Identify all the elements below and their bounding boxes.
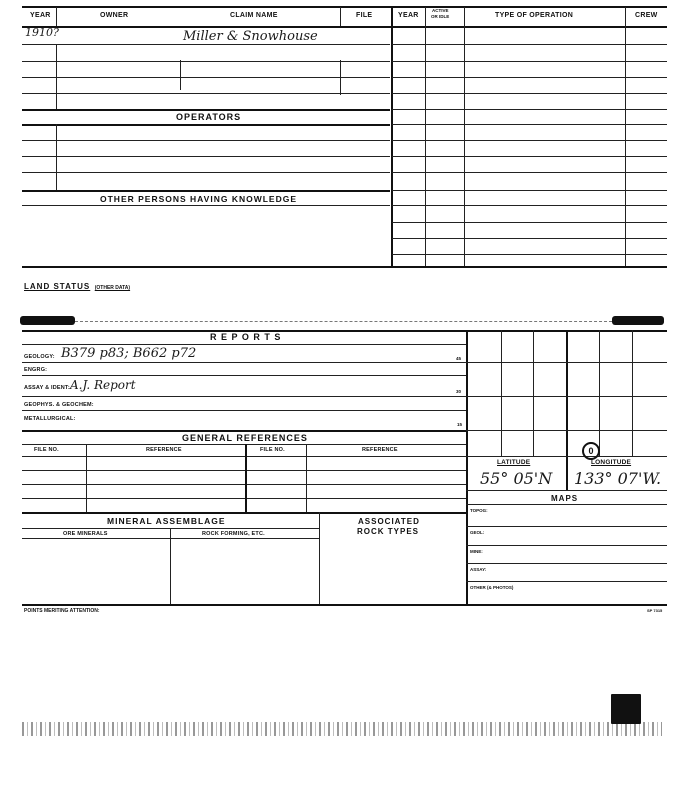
- geology-value: B379 p83; B662 p72: [61, 346, 197, 361]
- gr-file-no: FILE NO.: [34, 447, 59, 453]
- row-line: [22, 410, 466, 411]
- land-status-label: LAND STATUS (OTHER DATA): [24, 282, 131, 291]
- maps-assay: ASSAY:: [470, 567, 487, 572]
- latitude-value: 55° 05'N: [480, 469, 553, 488]
- column-divider: [245, 444, 247, 512]
- row-line: [392, 238, 667, 239]
- maps-mine: MINE:: [470, 549, 483, 554]
- header-bottom-border: [22, 26, 667, 28]
- row-line: [22, 484, 466, 485]
- column-divider: [170, 528, 171, 604]
- row-line: [392, 44, 667, 45]
- row-line: [22, 93, 390, 94]
- header-owner: OWNER: [100, 12, 129, 19]
- row-line: [392, 172, 667, 173]
- entry-year: 1910?: [25, 26, 59, 39]
- bottom-border: [22, 604, 667, 606]
- geology-label: GEOLOGY:: [24, 354, 55, 360]
- points-meriting-attention: POINTS MERITING ATTENTION:: [24, 608, 100, 614]
- maps-other: OTHER (& PHOTOS): [470, 585, 514, 590]
- scan-line: [75, 321, 612, 322]
- associated-label: ASSOCIATED: [358, 517, 420, 526]
- header-year-2: YEAR: [398, 12, 419, 19]
- row-line: [392, 205, 667, 206]
- row-line: [392, 140, 667, 141]
- row-line: [392, 254, 667, 255]
- form-number: SP 7315: [647, 608, 663, 613]
- row-line: [466, 563, 667, 564]
- header-active: ACTIVE: [432, 8, 449, 13]
- section-line: [22, 190, 390, 192]
- grid-line: [533, 330, 534, 456]
- header-year: YEAR: [30, 12, 51, 19]
- center-divider: [391, 6, 393, 266]
- section-line: [22, 512, 466, 514]
- header-type-of-operation: TYPE OF OPERATION: [495, 12, 574, 19]
- section-line: [22, 430, 466, 432]
- row-line: [22, 375, 466, 376]
- reports-title: R E P O R T S: [210, 332, 282, 342]
- row-line: [392, 190, 667, 191]
- row-line: [392, 124, 667, 125]
- column-divider: [464, 7, 465, 266]
- column-divider: [319, 512, 320, 604]
- gr-file-no-2: FILE NO.: [260, 447, 285, 453]
- row-line: [466, 504, 667, 505]
- row-line: [22, 156, 390, 157]
- grid-line: [599, 330, 600, 456]
- grid-line: [632, 330, 633, 456]
- grid-line: [466, 396, 667, 397]
- section-line: [22, 124, 390, 126]
- grid-line: [466, 362, 667, 363]
- geology-num: 45: [456, 356, 462, 361]
- grid-line: [466, 456, 667, 457]
- header-divider: [340, 7, 341, 26]
- longitude-label: LONGITUDE: [591, 459, 632, 466]
- column-divider: [340, 60, 341, 95]
- other-persons-heading: OTHER PERSONS HAVING KNOWLEDGE: [100, 194, 298, 204]
- column-divider: [425, 7, 426, 266]
- row-line: [466, 526, 667, 527]
- longitude-value: 133° 07'W.: [574, 469, 662, 488]
- header-crew: CREW: [635, 12, 658, 19]
- maps-topog: TOPOG:: [470, 508, 488, 513]
- row-line: [22, 44, 390, 45]
- operators-heading: OPERATORS: [176, 112, 242, 122]
- row-line: [466, 490, 667, 491]
- column-divider: [306, 444, 307, 512]
- row-line: [392, 77, 667, 78]
- row-line: [22, 205, 390, 206]
- row-line: [22, 140, 390, 141]
- rock-types-label: ROCK TYPES: [357, 527, 420, 536]
- scan-mark: [20, 316, 75, 325]
- rock-forming-label: ROCK FORMING, ETC.: [202, 531, 265, 537]
- row-line: [22, 362, 466, 363]
- location-marker: 0: [582, 442, 600, 460]
- header-file: FILE: [356, 12, 373, 19]
- row-line: [22, 498, 466, 499]
- row-line: [22, 61, 390, 62]
- metallurgical-num: 15: [457, 422, 463, 427]
- grid-line: [501, 330, 502, 456]
- row-line: [392, 61, 667, 62]
- row-line: [22, 344, 466, 345]
- geophys-label: GEOPHYS. & GEOCHEM:: [24, 402, 94, 408]
- reports-top-border: [22, 330, 667, 332]
- header-divider: [56, 7, 57, 26]
- gr-reference: REFERENCE: [146, 447, 182, 453]
- row-line: [466, 545, 667, 546]
- row-line: [22, 470, 466, 471]
- column-divider: [86, 444, 87, 512]
- grid-line: [466, 430, 667, 431]
- top-border: [22, 6, 667, 8]
- assay-value: A.J. Report: [70, 378, 136, 392]
- column-divider: [56, 44, 57, 109]
- row-line: [22, 77, 390, 78]
- general-references-title: GENERAL REFERENCES: [182, 433, 308, 443]
- header-or-idle: OR IDLE: [431, 14, 450, 19]
- row-line: [22, 172, 390, 173]
- scan-mark: [612, 316, 664, 325]
- column-divider: [56, 124, 57, 190]
- maps-geol: GEOL:: [470, 530, 485, 535]
- row-line: [22, 444, 466, 445]
- mineral-assemblage-title: MINERAL ASSEMBLAGE: [107, 516, 226, 526]
- metallurgical-label: METALLURGICAL:: [24, 416, 76, 422]
- entry-claim-name: Miller & Snowhouse: [183, 29, 318, 44]
- latitude-label: LATITUDE: [497, 459, 531, 466]
- section-line: [22, 266, 667, 268]
- row-line: [22, 396, 466, 397]
- row-line: [392, 109, 667, 110]
- row-line: [466, 581, 667, 582]
- assay-num: 30: [456, 389, 462, 394]
- row-line: [392, 93, 667, 94]
- scan-noise: [22, 722, 662, 736]
- row-line: [392, 156, 667, 157]
- header-claim-name: CLAIM NAME: [230, 12, 278, 19]
- row-line: [22, 456, 466, 457]
- scan-mark: [611, 694, 641, 724]
- row-line: [392, 222, 667, 223]
- assay-label: ASSAY & IDENT:: [24, 385, 70, 391]
- maps-title: MAPS: [551, 494, 579, 503]
- gr-reference-2: REFERENCE: [362, 447, 398, 453]
- ore-minerals-label: ORE MINERALS: [63, 531, 108, 537]
- column-divider: [180, 60, 181, 90]
- grid-line: [566, 330, 568, 490]
- engrg-label: ENGRG:: [24, 367, 48, 373]
- column-divider: [625, 7, 626, 266]
- section-line: [22, 109, 390, 111]
